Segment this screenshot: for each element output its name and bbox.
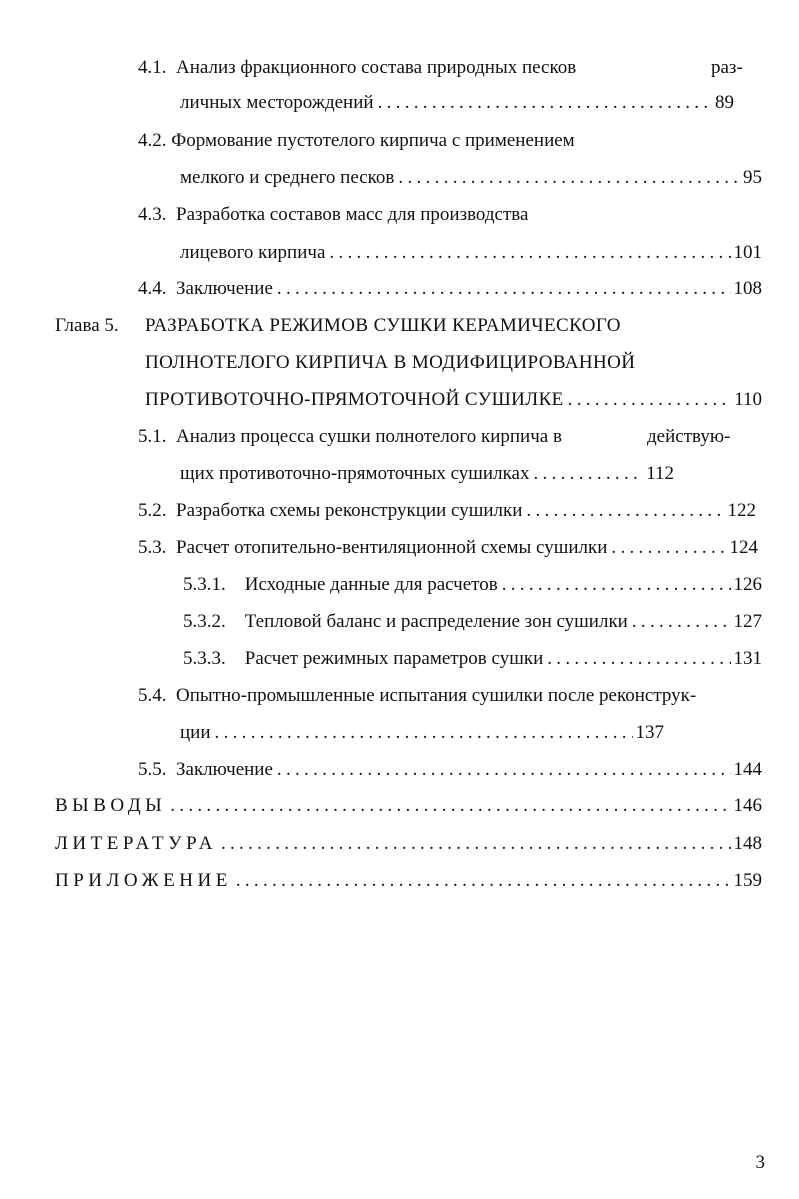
section-title: Расчет режимных параметров сушки: [244, 648, 544, 669]
section-title-cont: мелкого и среднего песков: [180, 167, 395, 188]
page-ref: 146: [733, 795, 762, 816]
leader-dots: [526, 499, 724, 523]
leader-dots: [277, 277, 731, 301]
section-number: 5.3.3.: [183, 648, 226, 669]
section-title-cont: щих противоточно-прямоточных сушилках: [180, 463, 530, 484]
leader-dots: [632, 610, 731, 634]
section-title-cont: личных месторождений: [180, 92, 374, 113]
section-number: 4.2.: [138, 130, 167, 151]
toc-entry-5-5: [138, 758, 762, 782]
section-number: 5.3.1.: [183, 574, 226, 595]
toc-entry-5-1: [138, 425, 562, 449]
page-ref: 148: [733, 833, 762, 854]
toc-entry-conclusions: [55, 794, 762, 818]
section-title: Формование пустотелого кирпича с применением: [171, 130, 575, 151]
section-title: ЛИТЕРАТУРА: [55, 833, 217, 854]
leader-dots: [502, 573, 731, 597]
toc-entry-5-3-3: [183, 647, 762, 671]
toc-entry-4-3-cont: [180, 241, 762, 265]
leader-dots: [378, 91, 712, 115]
page-ref: 131: [733, 648, 762, 669]
toc-entry-4-1-cont: [180, 91, 734, 115]
page-ref: 89: [715, 92, 734, 113]
section-number: 4.1.: [138, 57, 167, 78]
toc-entry-5-3: [138, 536, 758, 560]
section-number: 5.1.: [138, 426, 167, 447]
hyphen-fragment: раз-: [711, 57, 743, 78]
chapter-label: Глава 5.: [55, 315, 119, 336]
toc-entry-5-1-cont: [180, 462, 674, 486]
page-number: 3: [755, 1152, 765, 1173]
leader-dots: [236, 869, 731, 893]
page-ref: 126: [733, 574, 762, 595]
toc-entry-literature: [55, 832, 762, 856]
page-ref: 101: [733, 242, 762, 263]
toc-entry-4-1: [138, 56, 576, 80]
section-title: Тепловой баланс и распределение зон сушилки: [244, 611, 628, 632]
page-ref: 110: [734, 389, 762, 410]
section-number: 4.4.: [138, 278, 167, 299]
toc-entry-5-2: [138, 499, 756, 523]
section-title: ВЫВОДЫ: [55, 795, 167, 816]
section-title: Анализ процесса сушки полнотелого кирпича в: [176, 426, 562, 447]
leader-dots: [398, 166, 740, 190]
toc-entry-5-3-2: [183, 610, 762, 634]
leader-dots: [329, 241, 730, 265]
page-ref: 127: [733, 611, 762, 632]
page-ref: 122: [727, 500, 756, 521]
section-title: Опытно-промышленные испытания сушилки после реконструк-: [176, 685, 697, 706]
section-title: Исходные данные для расчетов: [244, 574, 498, 595]
toc-entry-4-2-cont: [180, 166, 762, 190]
section-title: Анализ фракционного состава природных песков: [176, 57, 577, 78]
leader-dots: [215, 721, 633, 745]
section-title-cont: ции: [180, 722, 211, 743]
leader-dots: [568, 388, 732, 412]
chapter-title-line-2: ПОЛНОТЕЛОГО КИРПИЧА В МОДИФИЦИРОВАННОЙ: [145, 352, 636, 373]
section-title-cont: лицевого кирпича: [180, 242, 326, 263]
chapter-title-line-1: РАЗРАБОТКА РЕЖИМОВ СУШКИ КЕРАМИЧЕСКОГО: [145, 315, 621, 336]
section-number: 5.2.: [138, 500, 167, 521]
section-title: Заключение: [176, 759, 273, 780]
toc-entry-4-4: [138, 277, 762, 301]
toc-entry-5-4: [138, 684, 696, 708]
section-number: 5.4.: [138, 685, 167, 706]
section-title: ПРИЛОЖЕНИЕ: [55, 870, 232, 891]
section-title: Разработка составов масс для производства: [176, 204, 529, 225]
section-title: Расчет отопительно-вентиляционной схемы сушилки: [176, 537, 608, 558]
leader-dots: [547, 647, 730, 671]
section-title: Разработка схемы реконструкции сушилки: [176, 500, 523, 521]
section-number: 5.3.: [138, 537, 167, 558]
page-ref: 144: [733, 759, 762, 780]
toc-entry-chapter-5: [145, 388, 762, 412]
toc-entry-4-2: [138, 129, 575, 153]
page-ref: 108: [733, 278, 762, 299]
chapter-title-line-3: ПРОТИВОТОЧНО-ПРЯМОТОЧНОЙ СУШИЛКЕ: [145, 389, 564, 410]
toc-entry-5-4-cont: [180, 721, 664, 745]
page-ref: 112: [646, 463, 674, 484]
hyphen-fragment: действую-: [647, 426, 731, 447]
leader-dots: [221, 832, 731, 856]
leader-dots: [170, 794, 730, 818]
page-ref: 159: [733, 870, 762, 891]
section-number: 5.5.: [138, 759, 167, 780]
section-number: 4.3.: [138, 204, 167, 225]
toc-entry-5-3-1: [183, 573, 762, 597]
page-ref: 137: [635, 722, 664, 743]
page-ref: 95: [743, 167, 762, 188]
leader-dots: [611, 536, 726, 560]
toc-entry-4-3: [138, 203, 528, 227]
leader-dots: [277, 758, 731, 782]
section-number: 5.3.2.: [183, 611, 226, 632]
leader-dots: [533, 462, 643, 486]
section-title: Заключение: [176, 278, 273, 299]
toc-entry-appendix: [55, 869, 762, 893]
page-ref: 124: [729, 537, 758, 558]
